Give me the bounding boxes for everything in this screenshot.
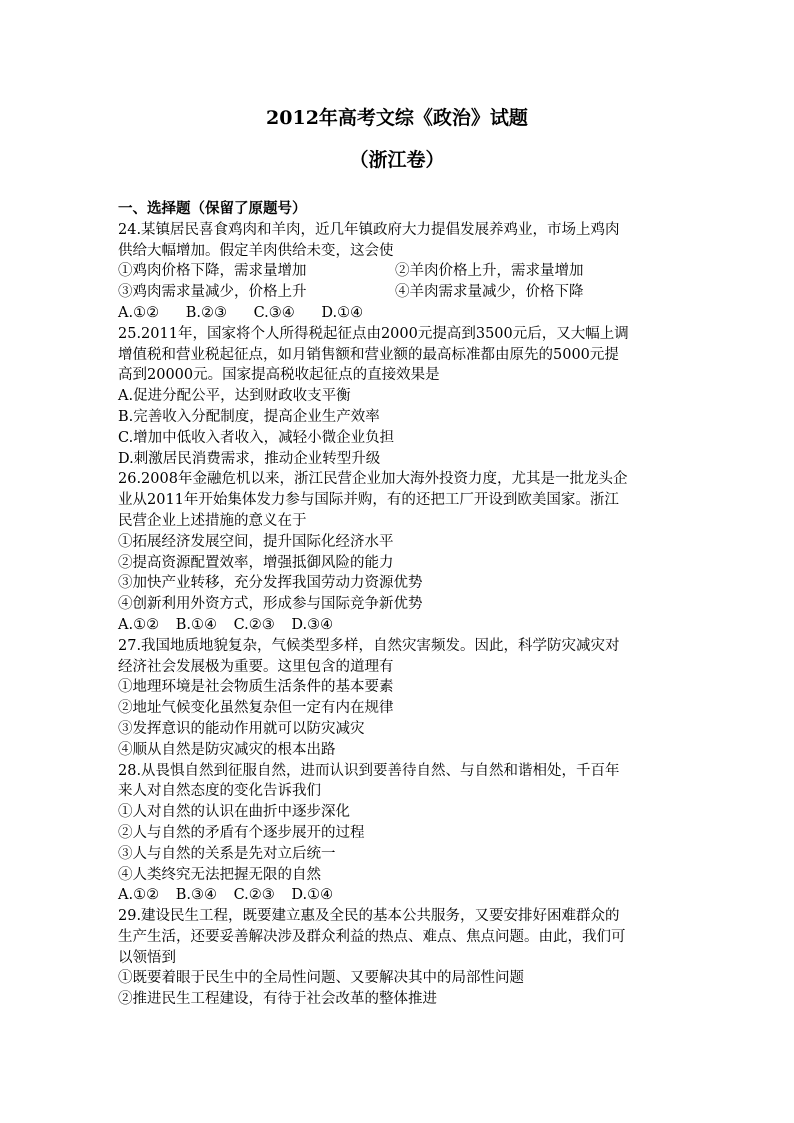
question-29 (118, 906, 678, 1010)
answer-option: C.②③ (233, 616, 275, 633)
question-28 (118, 761, 678, 907)
choice-item: ①地理环境是社会物质生活条件的基本要素 (118, 679, 394, 696)
answer-option: D.刺激居民消费需求，推动企业转型升级 (118, 450, 381, 467)
choice-item: ②推进民生工程建设，有待于社会改革的整体推进 (118, 991, 437, 1008)
answer-option: C.③④ (253, 304, 295, 321)
choice-item: ④羊肉需求量减少，价格下降 (395, 284, 584, 301)
choice-item: ②提高资源配置效率，增强抵御风险的能力 (118, 554, 394, 571)
question-26 (118, 469, 678, 635)
question-stem-line: 27.我国地质地貌复杂，气候类型多样，自然灾害频发。因此，科学防灾减灾对 (118, 637, 620, 654)
choice-item: ④顺从自然是防灾减灾的根本出路 (118, 741, 336, 758)
choice-item: ④创新利用外资方式，形成参与国际竞争新优势 (118, 596, 423, 613)
choice-item: ①鸡肉价格下降，需求量增加 (118, 263, 307, 280)
choice-item: ②羊肉价格上升，需求量增加 (395, 263, 584, 280)
answer-option: A.促进分配公平，达到财政收支平衡 (118, 388, 351, 405)
choice-item: ①拓展经济发展空间，提升国际化经济水平 (118, 533, 394, 550)
question-stem-line: 业从2011年开始集体发力参与国际并购，有的还把工厂开设到欧美国家。浙江 (118, 492, 619, 509)
answer-option: A.①② (118, 887, 160, 904)
answer-option: B.完善收入分配制度，提高企业生产效率 (118, 408, 380, 425)
question-stem-line: 28.从畏惧自然到征服自然，进而认识到要善待自然、与自然和谐相处，千百年 (118, 762, 620, 779)
choice-item: ③人与自然的关系是先对立后统一 (118, 845, 336, 862)
question-stem-line: 24.某镇居民喜食鸡肉和羊肉，近几年镇政府大力提倡发展养鸡业，市场上鸡肉 (118, 221, 620, 238)
choice-item: ③发挥意识的能动作用就可以防灾减灾 (118, 720, 365, 737)
choice-item: ②地址气候变化虽然复杂但一定有内在规律 (118, 700, 394, 717)
question-stem-line: 以领悟到 (118, 949, 176, 966)
question-stem-line: 来人对自然态度的变化告诉我们 (118, 783, 321, 800)
answer-options (118, 615, 678, 636)
question-stem-line: 25.2011年，国家将个人所得税起征点由2000元提高到3500元后，又大幅上调 (118, 325, 629, 342)
question-stem-line: 经济社会发展极为重要。这里包含的道理有 (118, 658, 394, 675)
question-stem-line: 增值税和营业税起征点，如月销售额和营业额的最高标准都由原先的5000元提 (118, 346, 619, 363)
answer-option: D.③④ (291, 616, 334, 633)
page-subtitle: （浙江卷） (349, 149, 445, 171)
answer-option: D.①④ (291, 887, 334, 904)
answer-option: A.①② (118, 304, 160, 321)
answer-options (118, 303, 678, 324)
answer-option: C.②③ (233, 887, 275, 904)
choice-item: ①既要着眼于民生中的全局性问题、又要解决其中的局部性问题 (118, 970, 524, 987)
section-heading: 一、选择题（保留了原题号） (118, 200, 307, 217)
choice-row (118, 282, 678, 303)
page-title: 2012年高考文综《政治》试题 (266, 107, 528, 129)
question-27 (118, 636, 678, 761)
choice-item: ③加快产业转移，充分发挥我国劳动力资源优势 (118, 575, 423, 592)
question-24 (118, 220, 678, 324)
answer-option: B.①④ (175, 616, 217, 633)
exam-content (118, 199, 678, 1010)
answer-option: D.①④ (321, 304, 364, 321)
question-25 (118, 324, 678, 470)
question-stem-line: 生产生活，还要妥善解决涉及群众利益的热点、难点、焦点问题。由此，我们可 (118, 928, 626, 945)
choice-item: ②人与自然的矛盾有个逐步展开的过程 (118, 824, 365, 841)
choice-item: ①人对自然的认识在曲折中逐步深化 (118, 804, 350, 821)
question-stem-line: 26.2008年金融危机以来，浙江民营企业加大海外投资力度，尤其是一批龙头企 (118, 471, 628, 488)
answer-option: C.增加中低收入者收入，减轻小微企业负担 (118, 429, 395, 446)
question-stem-line: 高到20000元。国家提高税收起征点的直接效果是 (118, 367, 440, 384)
answer-options (118, 885, 678, 906)
question-stem-line: 29.建设民生工程，既要建立惠及全民的基本公共服务，又要安排好困难群众的 (118, 908, 620, 925)
answer-option: A.①② (118, 616, 160, 633)
choice-item: ③鸡肉需求量减少，价格上升 (118, 284, 307, 301)
answer-option: B.③④ (175, 887, 217, 904)
answer-option: B.②③ (185, 304, 227, 321)
question-stem-line: 供给大幅增加。假定羊肉供给未变，这会使 (118, 242, 394, 259)
question-stem-line: 民营企业上述措施的意义在于 (118, 512, 307, 529)
choice-item: ④人类终究无法把握无限的自然 (118, 866, 321, 883)
choice-row (118, 261, 678, 282)
